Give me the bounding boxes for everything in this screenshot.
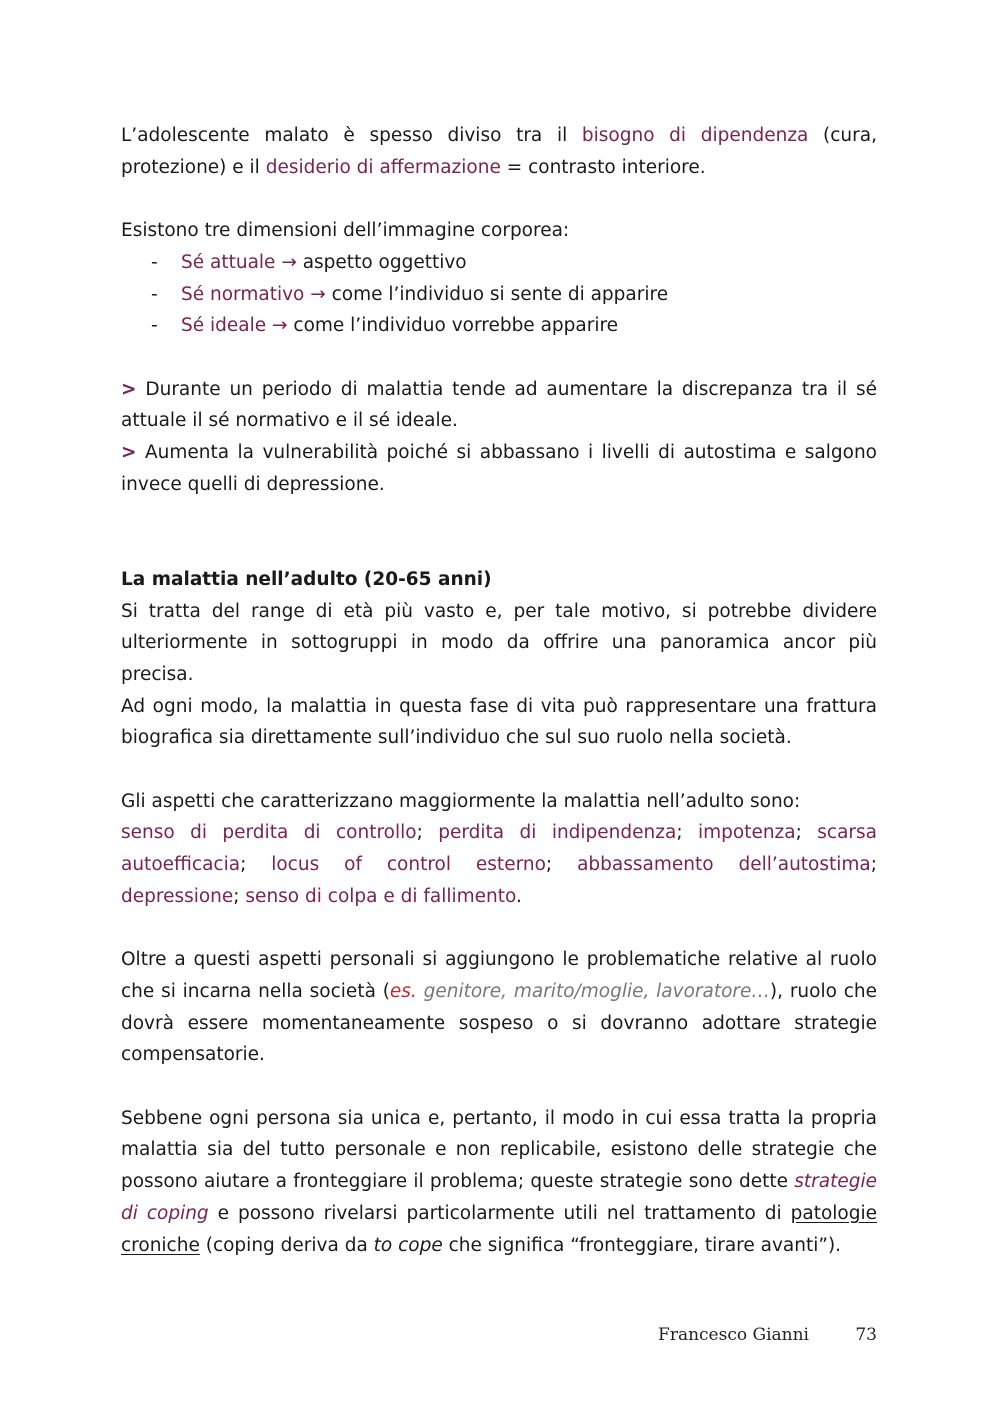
page-footer (600, 1325, 877, 1355)
paragraph-discrepancy: > Durante un periodo di malattia tende ad aumentare la discrepanza tra il sé attuale il sé normativo e il sé ideale. (121, 378, 877, 432)
paragraph-age-range: Si tratta del range di età più vasto e, per tale motivo, si potrebbe dividere ulteriormente in sottogruppi in modo da offrire una panoramica ancor più precisa. (121, 600, 877, 685)
paragraph-adolescent-conflict (121, 120, 877, 183)
aspects-intro: Gli aspetti che caratterizzano maggiormente la malattia nell’adulto sono: (121, 790, 801, 812)
separator: ; (416, 822, 439, 844)
separator: . (516, 885, 522, 907)
aspect-item: senso di colpa e di fallimento (245, 885, 517, 907)
footer-author: Francesco Gianni (658, 1325, 809, 1345)
example-label: es. (389, 980, 417, 1002)
paragraph-biographic-fracture: Ad ogni modo, la malattia in questa fase di vita può rappresentare una frattura biografica sia direttamente sull’individuo che sul suo ruolo nella società. (121, 695, 877, 749)
paragraph-vulnerability: > Aumenta la vulnerabilità poiché si abbassano i livelli di autostima e salgono invece quelli di depressione. (121, 442, 877, 495)
underlined-chronic-pathologies: patologie croniche (121, 1202, 878, 1256)
separator: ; (240, 854, 272, 876)
section-heading: La malattia nell’adulto (20-65 anni) (121, 568, 492, 590)
highlight-coping-strategies: strategie di coping (121, 1171, 877, 1224)
arrow-marker: > (121, 378, 137, 400)
aspect-item: depressione (121, 885, 234, 907)
aspect-item: abbassamento dell’autostima (577, 854, 871, 876)
separator: ; (870, 854, 877, 876)
list-item: - Sé attuale → aspetto oggettivo (151, 247, 877, 279)
text: L’adolescente malato è spesso diviso tra il (121, 125, 582, 146)
separator: ; (676, 822, 698, 844)
example-roles: genitore, marito/moglie, lavoratore… (416, 980, 770, 1002)
paragraph-coping: Sebbene ogni persona sia unica e, pertanto, il modo in cui essa tratta la propria malattia sia del tutto personale e non replicabile, esistono delle strategie che possono aiutare a fronteggiare il problema; queste strategie sono dette strategie di coping e possono rivelarsi particolarmente utili nel trattamento di patologie croniche (coping deriva da to cope che significa “fronteggiare, tirare avanti”). (121, 1107, 878, 1256)
italic-to-cope: to cope (373, 1234, 443, 1256)
arrow-marker: > (121, 442, 137, 463)
aspect-item: senso di perdita di controllo (121, 822, 417, 844)
highlight-affirmation-desire: desiderio di affermazione (265, 156, 501, 178)
page-number: 73 (855, 1325, 877, 1345)
body-image-list (121, 247, 877, 342)
separator: ; (545, 854, 578, 876)
highlight-dependency-need: bisogno di dipendenza (581, 125, 809, 146)
text: = contrasto interiore. (500, 156, 706, 178)
aspect-item: impotenza (697, 822, 796, 844)
separator: ; (233, 885, 246, 907)
page-body (121, 120, 877, 1261)
aspect-item: perdita di indipendenza (438, 822, 677, 844)
aspect-item: locus of control esterno (271, 854, 546, 876)
body-image-intro: Esistono tre dimensioni dell’immagine corporea: (121, 220, 570, 242)
separator: ; (795, 822, 818, 844)
list-item: - Sé normativo → come l’individuo si sente di apparire (151, 279, 877, 311)
paragraph-social-role: Oltre a questi aspetti personali si aggiungono le problematiche relative al ruolo che si incarna nella società (es. genitore, marito/moglie, lavoratore…), ruolo che dovrà essere momentaneamente sospeso o si dovranno adottare strategie compensatorie. (121, 949, 877, 1066)
list-item: - Sé ideale → come l’individuo vorrebbe apparire (151, 310, 877, 342)
aspects-list (121, 817, 877, 912)
text: (cura, protezione) e il (121, 125, 877, 178)
aspect-item: scarsa autoefficacia (121, 822, 877, 876)
